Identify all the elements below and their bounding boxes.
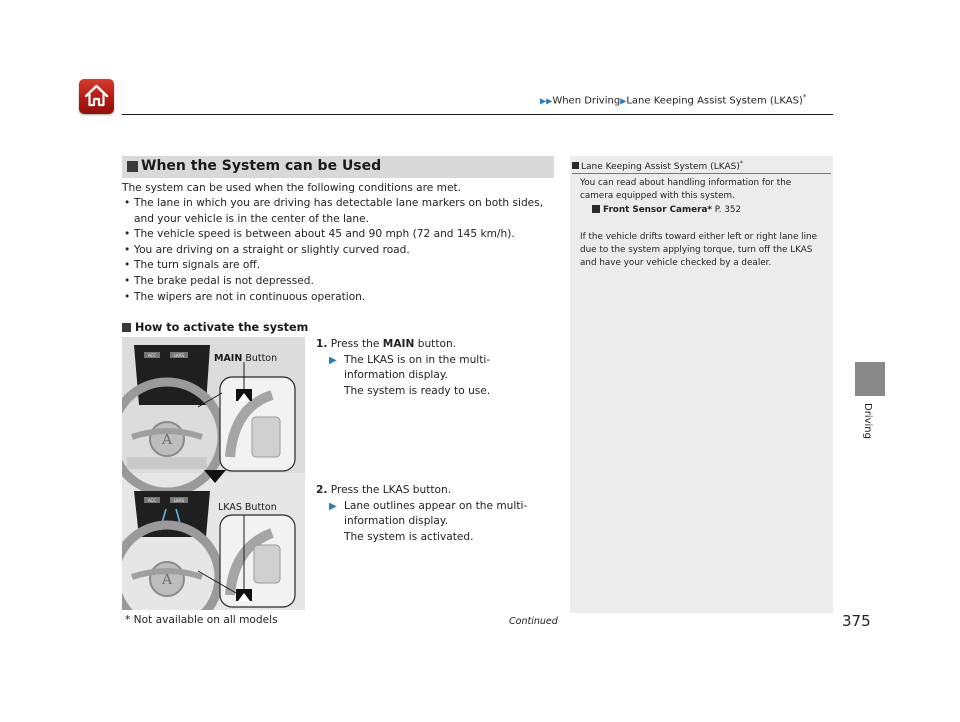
subsection-heading [122,321,308,334]
breadcrumb-item[interactable]: Lane Keeping Assist System (LKAS) [626,95,803,107]
step-text: button. [414,338,457,350]
lkas-button-callout: LKAS Button [218,502,277,513]
main-button-callout [214,353,277,364]
home-button[interactable] [79,79,114,114]
page-number: 375 [842,612,871,630]
square-bullet-icon [127,161,138,172]
breadcrumb-item[interactable]: When Driving [552,95,621,107]
home-icon [84,83,109,109]
condition-item: • The brake pedal is not depressed. [122,274,554,290]
footnote: * Not available on all models [125,614,278,626]
callout-bold: MAIN [214,353,243,364]
callout-rest: Button [242,353,278,364]
footnote-mark: * [707,205,713,215]
note-paragraph: If the vehicle drifts toward either left or right lane line due to the system applying torque, turn off the LKAS and have your vehicle checked by a dealer. [580,232,818,269]
note-icon [572,162,579,169]
condition-item: • You are driving on a straight or slightly curved road. [122,243,554,259]
svg-text:A: A [161,572,173,588]
step-note: The system is activated. [344,530,474,543]
svg-text:ACC: ACC [147,498,157,503]
condition-item: • The lane in which you are driving has detectable lane markers on both sides, and your vehicle is in the center of the lane. [122,196,554,227]
svg-text:ACC: ACC [147,353,157,358]
steering-illustration [122,337,305,610]
footnote-mark: * [739,160,743,167]
footnote-mark: * [802,93,807,101]
chapter-label: Driving [862,403,873,439]
svg-text:LKAS: LKAS [173,498,185,503]
note-paragraph: You can read about handling information for the camera equipped with this system. [580,178,792,202]
chapter-tab[interactable] [855,362,885,396]
cross-reference-icon [592,205,600,213]
result-arrow-icon: ▶ [329,354,337,366]
subsection-title: How to activate the system [135,321,309,334]
square-bullet-icon [122,323,131,332]
step-button-name: MAIN [382,338,415,350]
step-1 [316,337,546,399]
cross-reference-link[interactable] [592,204,741,217]
svg-text:LKAS: LKAS [173,353,185,358]
step-note: The system is ready to use. [344,384,491,397]
section-intro: The system can be used when the following conditions are met. [122,182,462,194]
step-result: The LKAS is on in the multi-information display. [344,353,491,382]
condition-item: • The turn signals are off. [122,258,554,274]
section-header [122,156,554,178]
step-number: 2. [316,484,328,496]
step-number: 1. [316,338,328,350]
link-text: Front Sensor Camera [603,205,708,215]
step-text: Press the [330,338,383,350]
steering-wheel-diagram [122,337,305,610]
conditions-list [122,196,554,305]
breadcrumb [540,93,806,106]
continued-label: Continued [509,616,558,627]
header-divider [122,114,833,115]
condition-item: • The wipers are not in continuous operation. [122,290,554,306]
condition-item: • The vehicle speed is between about 45 and 90 mph (72 and 145 km/h). [122,227,554,243]
note-divider [572,173,831,174]
step-result: Lane outlines appear on the multi-information display. [344,499,528,528]
step-text: Press the LKAS button. [330,484,452,496]
section-title: When the System can be Used [141,158,382,174]
result-arrow-icon: ▶ [329,500,337,512]
chevron-right-icon: ▶ [620,96,627,106]
step-2 [316,483,546,545]
link-page: P. 352 [712,205,742,215]
chevron-right-icon: ▶▶ [540,96,553,106]
sidebar-note [570,156,833,613]
note-title [572,160,743,172]
svg-text:A: A [161,432,173,448]
note-title-text: Lane Keeping Assist System (LKAS) [581,162,740,172]
